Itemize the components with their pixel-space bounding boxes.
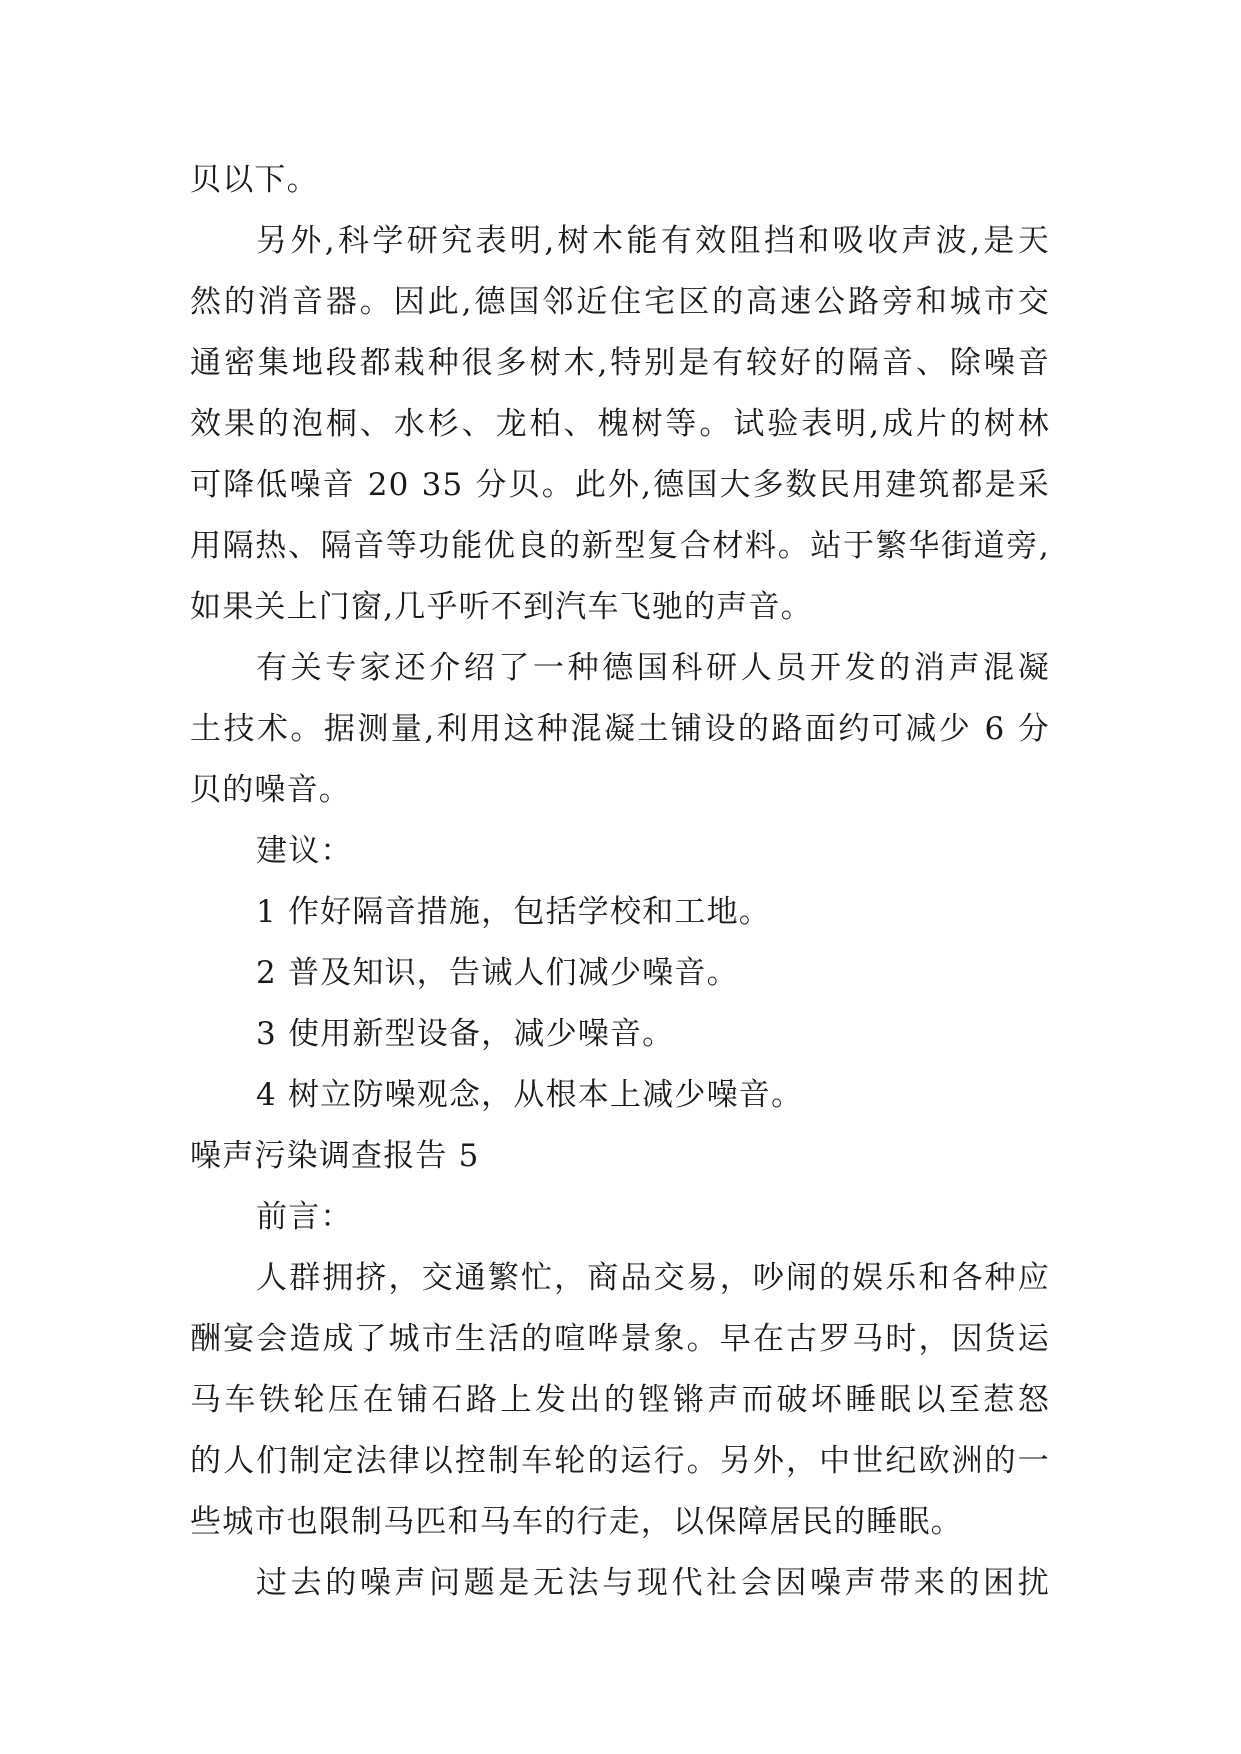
text-line: 通密集地段都栽种很多树木,特别是有较好的隔音、除噪音	[190, 345, 1050, 381]
text-line: 然的消音器。因此,德国邻近住宅区的高速公路旁和城市交	[190, 284, 1050, 320]
text-line: 贝以下。	[190, 162, 319, 198]
text-line: 2 普及知识，告诫人们减少噪音。	[256, 955, 739, 991]
text-line: 4 树立防噪观念，从根本上减少噪音。	[256, 1077, 804, 1113]
text-line: 可降低噪音 20 35 分贝。此外,德国大多数民用建筑都是采	[190, 467, 1050, 503]
document-page	[190, 150, 1050, 1614]
text-line: 过去的噪声问题是无法与现代社会因噪声带来的困扰	[256, 1565, 1050, 1601]
text-line: 3 使用新型设备，减少噪音。	[256, 1016, 675, 1052]
text-line: 的人们制定法律以控制车轮的运行。另外，中世纪欧洲的一	[190, 1443, 1050, 1479]
text-line: 些城市也限制马匹和马车的行走，以保障居民的睡眠。	[190, 1504, 963, 1540]
text-line: 建议：	[256, 833, 353, 869]
text-line: 效果的泡桐、水杉、龙柏、槐树等。试验表明,成片的树林	[190, 406, 1050, 442]
text-line: 土技术。据测量,利用这种混凝土铺设的路面约可减少 6 分	[190, 711, 1050, 747]
text-line: 马车铁轮压在铺石路上发出的铿锵声而破坏睡眠以至惹怒	[190, 1382, 1050, 1418]
text-line: 前言：	[256, 1199, 353, 1235]
section-heading: 噪声污染调查报告 5	[190, 1138, 480, 1174]
text-line: 贝的噪音。	[190, 772, 351, 808]
text-line: 有关专家还介绍了一种德国科研人员开发的消声混凝	[256, 650, 1050, 686]
text-line: 1 作好隔音措施，包括学校和工地。	[256, 894, 771, 930]
text-line: 酬宴会造成了城市生活的喧哗景象。早在古罗马时，因货运	[190, 1321, 1050, 1357]
text-line: 如果关上门窗,几乎听不到汽车飞驰的声音。	[190, 589, 813, 625]
text-line: 人群拥挤，交通繁忙，商品交易，吵闹的娱乐和各种应	[256, 1260, 1050, 1296]
text-line: 用隔热、隔音等功能优良的新型复合材料。站于繁华街道旁,	[190, 528, 1050, 564]
text-line: 另外,科学研究表明,树木能有效阻挡和吸收声波,是天	[256, 223, 1050, 259]
